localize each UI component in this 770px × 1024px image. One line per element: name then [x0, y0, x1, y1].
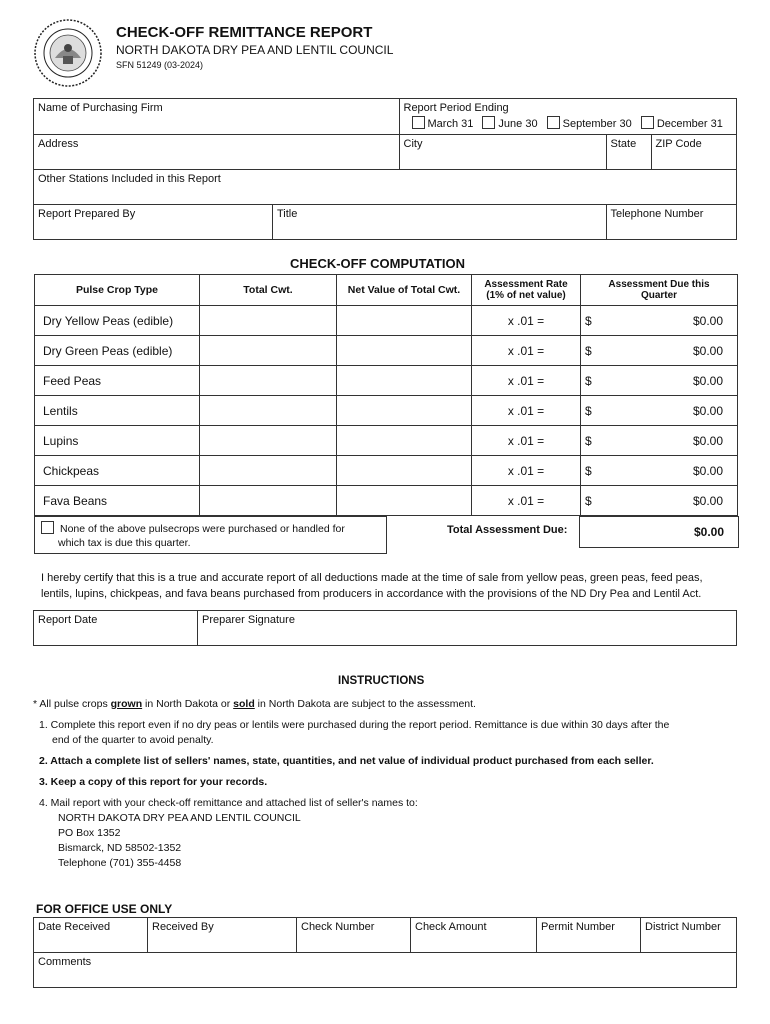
telephone-field[interactable]: Telephone Number [606, 205, 737, 240]
prepared-by-field[interactable]: Report Prepared By [34, 205, 273, 240]
check-amount-field[interactable]: Check Amount [411, 918, 537, 953]
table-row [35, 486, 738, 516]
net-value-input[interactable] [337, 486, 472, 516]
crop-name: Fava Beans [35, 486, 200, 516]
certification-text: I hereby certify that this is a true and accurate report of all deductions made at the time of sale from yellow peas, green peas, feed peas, lentils, lupins, chickpeas, and fava beans purchased from producers in accordance with the provisions of the ND Dry Pea and Lentil Act. [41, 572, 703, 600]
june-checkbox[interactable] [482, 116, 495, 129]
crop-name: Dry Green Peas (edible) [35, 336, 200, 366]
rate-text: x .01 = [472, 426, 581, 456]
report-date-field[interactable]: Report Date [34, 611, 198, 646]
mailing-address: NORTH DAKOTA DRY PEA AND LENTIL COUNCIL PO Box 1352 Bismarck, ND 58502-1352 Telephone (701) 355-4458 [58, 812, 301, 869]
table-row [35, 366, 738, 396]
assessment-due: $ $0.00 [581, 426, 738, 456]
total-cwt-input[interactable] [200, 426, 337, 456]
received-by-field[interactable]: Received By [148, 918, 297, 953]
col-crop-type: Pulse Crop Type [35, 275, 200, 306]
assessment-due: $ $0.00 [581, 336, 738, 366]
form-number: SFN 51249 (03-2024) [116, 60, 204, 70]
march-checkbox[interactable] [412, 116, 425, 129]
computation-heading: CHECK-OFF COMPUTATION [290, 256, 465, 271]
net-value-input[interactable] [337, 426, 472, 456]
instructions-list [33, 697, 743, 871]
table-row [35, 336, 738, 366]
date-received-field[interactable]: Date Received [34, 918, 148, 953]
title-field[interactable]: Title [273, 205, 607, 240]
total-cwt-input[interactable] [200, 396, 337, 426]
crop-name: Chickpeas [35, 456, 200, 486]
december-checkbox[interactable] [641, 116, 654, 129]
total-cwt-input[interactable] [200, 486, 337, 516]
crop-name: Lentils [35, 396, 200, 426]
col-net-value: Net Value of Total Cwt. [337, 275, 472, 306]
state-field[interactable]: State [606, 135, 651, 170]
rate-text: x .01 = [472, 396, 581, 426]
total-assessment-box [579, 516, 739, 548]
instruction-4: 4. Mail report with your check-off remittance and attached list of seller's names to: NORTH DAKOTA DRY PEA AND LENTIL COUNCIL PO Box 1352 Bismarck, ND 58502-1352 Telephone (701) 355-4458 [33, 796, 743, 871]
col-assessment-due: Assessment Due this Quarter [581, 275, 738, 306]
col-assessment-rate: Assessment Rate (1% of net value) [472, 275, 581, 306]
org-name: NORTH DAKOTA DRY PEA AND LENTIL COUNCIL [116, 43, 394, 57]
preparer-signature-field[interactable]: Preparer Signature [198, 611, 737, 646]
report-period-field: Report Period Ending March 31 June 30 September 30 December 31 [399, 99, 737, 135]
rate-text: x .01 = [472, 306, 581, 336]
district-number-field[interactable]: District Number [641, 918, 737, 953]
assessment-due: $ $0.00 [581, 306, 738, 336]
net-value-input[interactable] [337, 396, 472, 426]
total-assessment-label: Total Assessment Due: [447, 524, 568, 536]
crop-name: Dry Yellow Peas (edible) [35, 306, 200, 336]
table-row [35, 306, 738, 336]
rate-text: x .01 = [472, 336, 581, 366]
state-seal-logo [33, 18, 103, 88]
assessment-due: $ $0.00 [581, 486, 738, 516]
check-number-field[interactable]: Check Number [297, 918, 411, 953]
assessment-due: $ $0.00 [581, 366, 738, 396]
purchasing-firm-field[interactable]: Name of Purchasing Firm [34, 99, 400, 135]
rate-text: x .01 = [472, 486, 581, 516]
none-purchased-box: None of the above pulsecrops were purchased or handled for which tax is due this quarter. [34, 516, 387, 554]
crop-name: Lupins [35, 426, 200, 456]
col-total-cwt: Total Cwt. [200, 275, 337, 306]
instructions-heading: INSTRUCTIONS [338, 675, 425, 687]
comments-field[interactable]: Comments [34, 953, 737, 988]
assessment-due: $ $0.00 [581, 396, 738, 426]
address-field[interactable]: Address [34, 135, 400, 170]
city-field[interactable]: City [399, 135, 606, 170]
total-cwt-input[interactable] [200, 336, 337, 366]
rate-text: x .01 = [472, 366, 581, 396]
none-purchased-checkbox[interactable] [41, 521, 54, 534]
instruction-note: * All pulse crops grown in North Dakota or sold in North Dakota are subject to the assessment. [33, 698, 476, 710]
permit-number-field[interactable]: Permit Number [537, 918, 641, 953]
total-cwt-input[interactable] [200, 306, 337, 336]
signature-table [33, 610, 737, 646]
other-stations-field[interactable]: Other Stations Included in this Report [34, 170, 737, 205]
table-row [35, 426, 738, 456]
form-title: CHECK-OFF REMITTANCE REPORT [116, 24, 373, 41]
assessment-due: $ $0.00 [581, 456, 738, 486]
table-row [35, 396, 738, 426]
table-row [35, 456, 738, 486]
zip-field[interactable]: ZIP Code [651, 135, 737, 170]
net-value-input[interactable] [337, 336, 472, 366]
total-cwt-input[interactable] [200, 456, 337, 486]
total-cwt-input[interactable] [200, 366, 337, 396]
office-use-heading: FOR OFFICE USE ONLY [36, 902, 173, 916]
instruction-1: 1. Complete this report even if no dry peas or lentils were purchased during the report period. Remittance is due within 30 days after the end of the quarter to avoid penalty. [39, 719, 670, 746]
instruction-3: 3. Keep a copy of this report for your records. [39, 776, 268, 788]
office-use-table [33, 917, 737, 988]
net-value-input[interactable] [337, 366, 472, 396]
computation-table [34, 274, 738, 516]
rate-text: x .01 = [472, 456, 581, 486]
crop-name: Feed Peas [35, 366, 200, 396]
instruction-2: 2. Attach a complete list of sellers' names, state, quantities, and net value of individual product purchased from each seller. [39, 755, 654, 767]
report-info-table [33, 98, 737, 240]
net-value-input[interactable] [337, 306, 472, 336]
net-value-input[interactable] [337, 456, 472, 486]
september-checkbox[interactable] [547, 116, 560, 129]
total-assessment-amount: $0.00 [693, 525, 724, 539]
